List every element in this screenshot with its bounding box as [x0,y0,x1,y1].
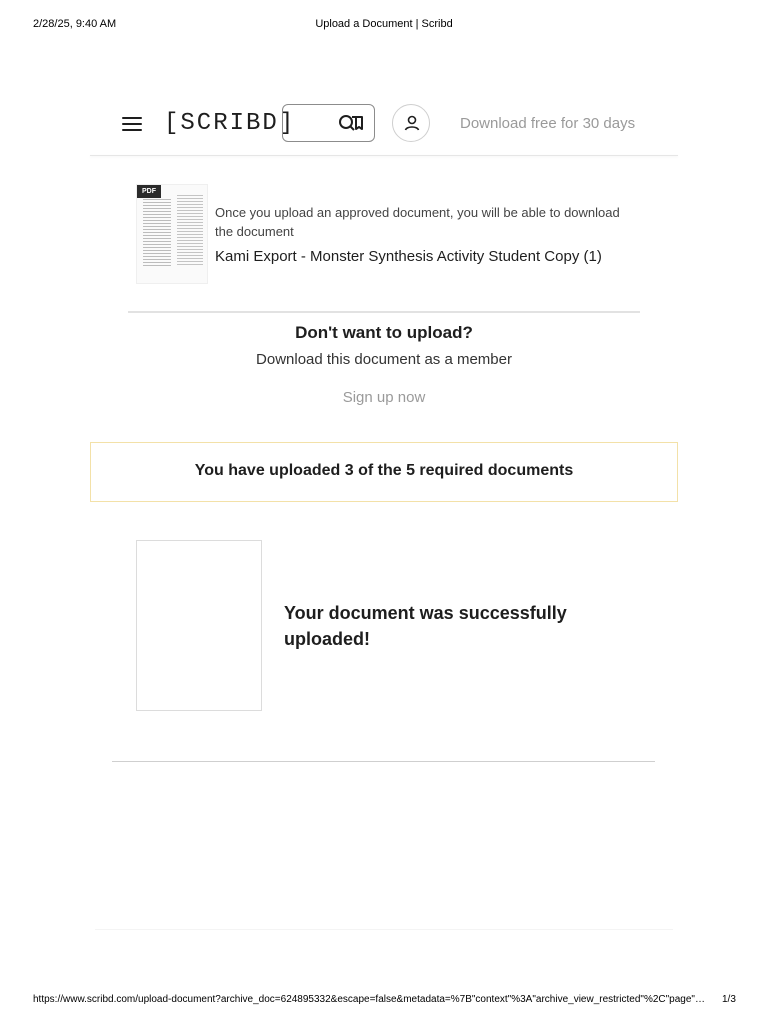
upload-instructions: Once you upload an approved document, you will be able to download the document [215,205,620,239]
print-page-number: 1/3 [722,994,736,1005]
hamburger-menu-icon[interactable] [122,117,142,133]
sign-up-link[interactable]: Sign up now [342,389,426,406]
content-divider [112,761,655,762]
user-icon [403,114,421,132]
document-thumbnail [136,184,208,284]
dont-upload-heading: Don't want to upload? [295,323,473,342]
search-icon [338,114,366,132]
footer-divider [95,929,673,930]
header-divider [90,155,678,156]
uploaded-document-preview [136,540,262,711]
scribd-logo[interactable]: [SCRIBD] [164,110,296,137]
pdf-badge: PDF [137,185,161,198]
print-url: https://www.scribd.com/upload-document?archive_doc=624895332&escape=false&metadata=%7B"context"%3A"archive_view_restricted"%2C"page"… [33,994,705,1005]
print-page-title: Upload a Document | Scribd [315,18,453,30]
upload-progress-text: You have uploaded 3 of the 5 required documents [194,462,574,479]
document-title: Kami Export - Monster Synthesis Activity Student Copy (1) [215,248,602,265]
search-input[interactable] [282,104,375,142]
download-free-link[interactable]: Download free for 30 days [460,115,636,132]
upload-success-message: Your document was successfully uploaded! [284,603,567,649]
account-button[interactable] [392,104,430,142]
print-date: 2/28/25, 9:40 AM [33,18,117,30]
section-divider [128,311,640,313]
download-member-text: Download this document as a member [256,351,512,368]
